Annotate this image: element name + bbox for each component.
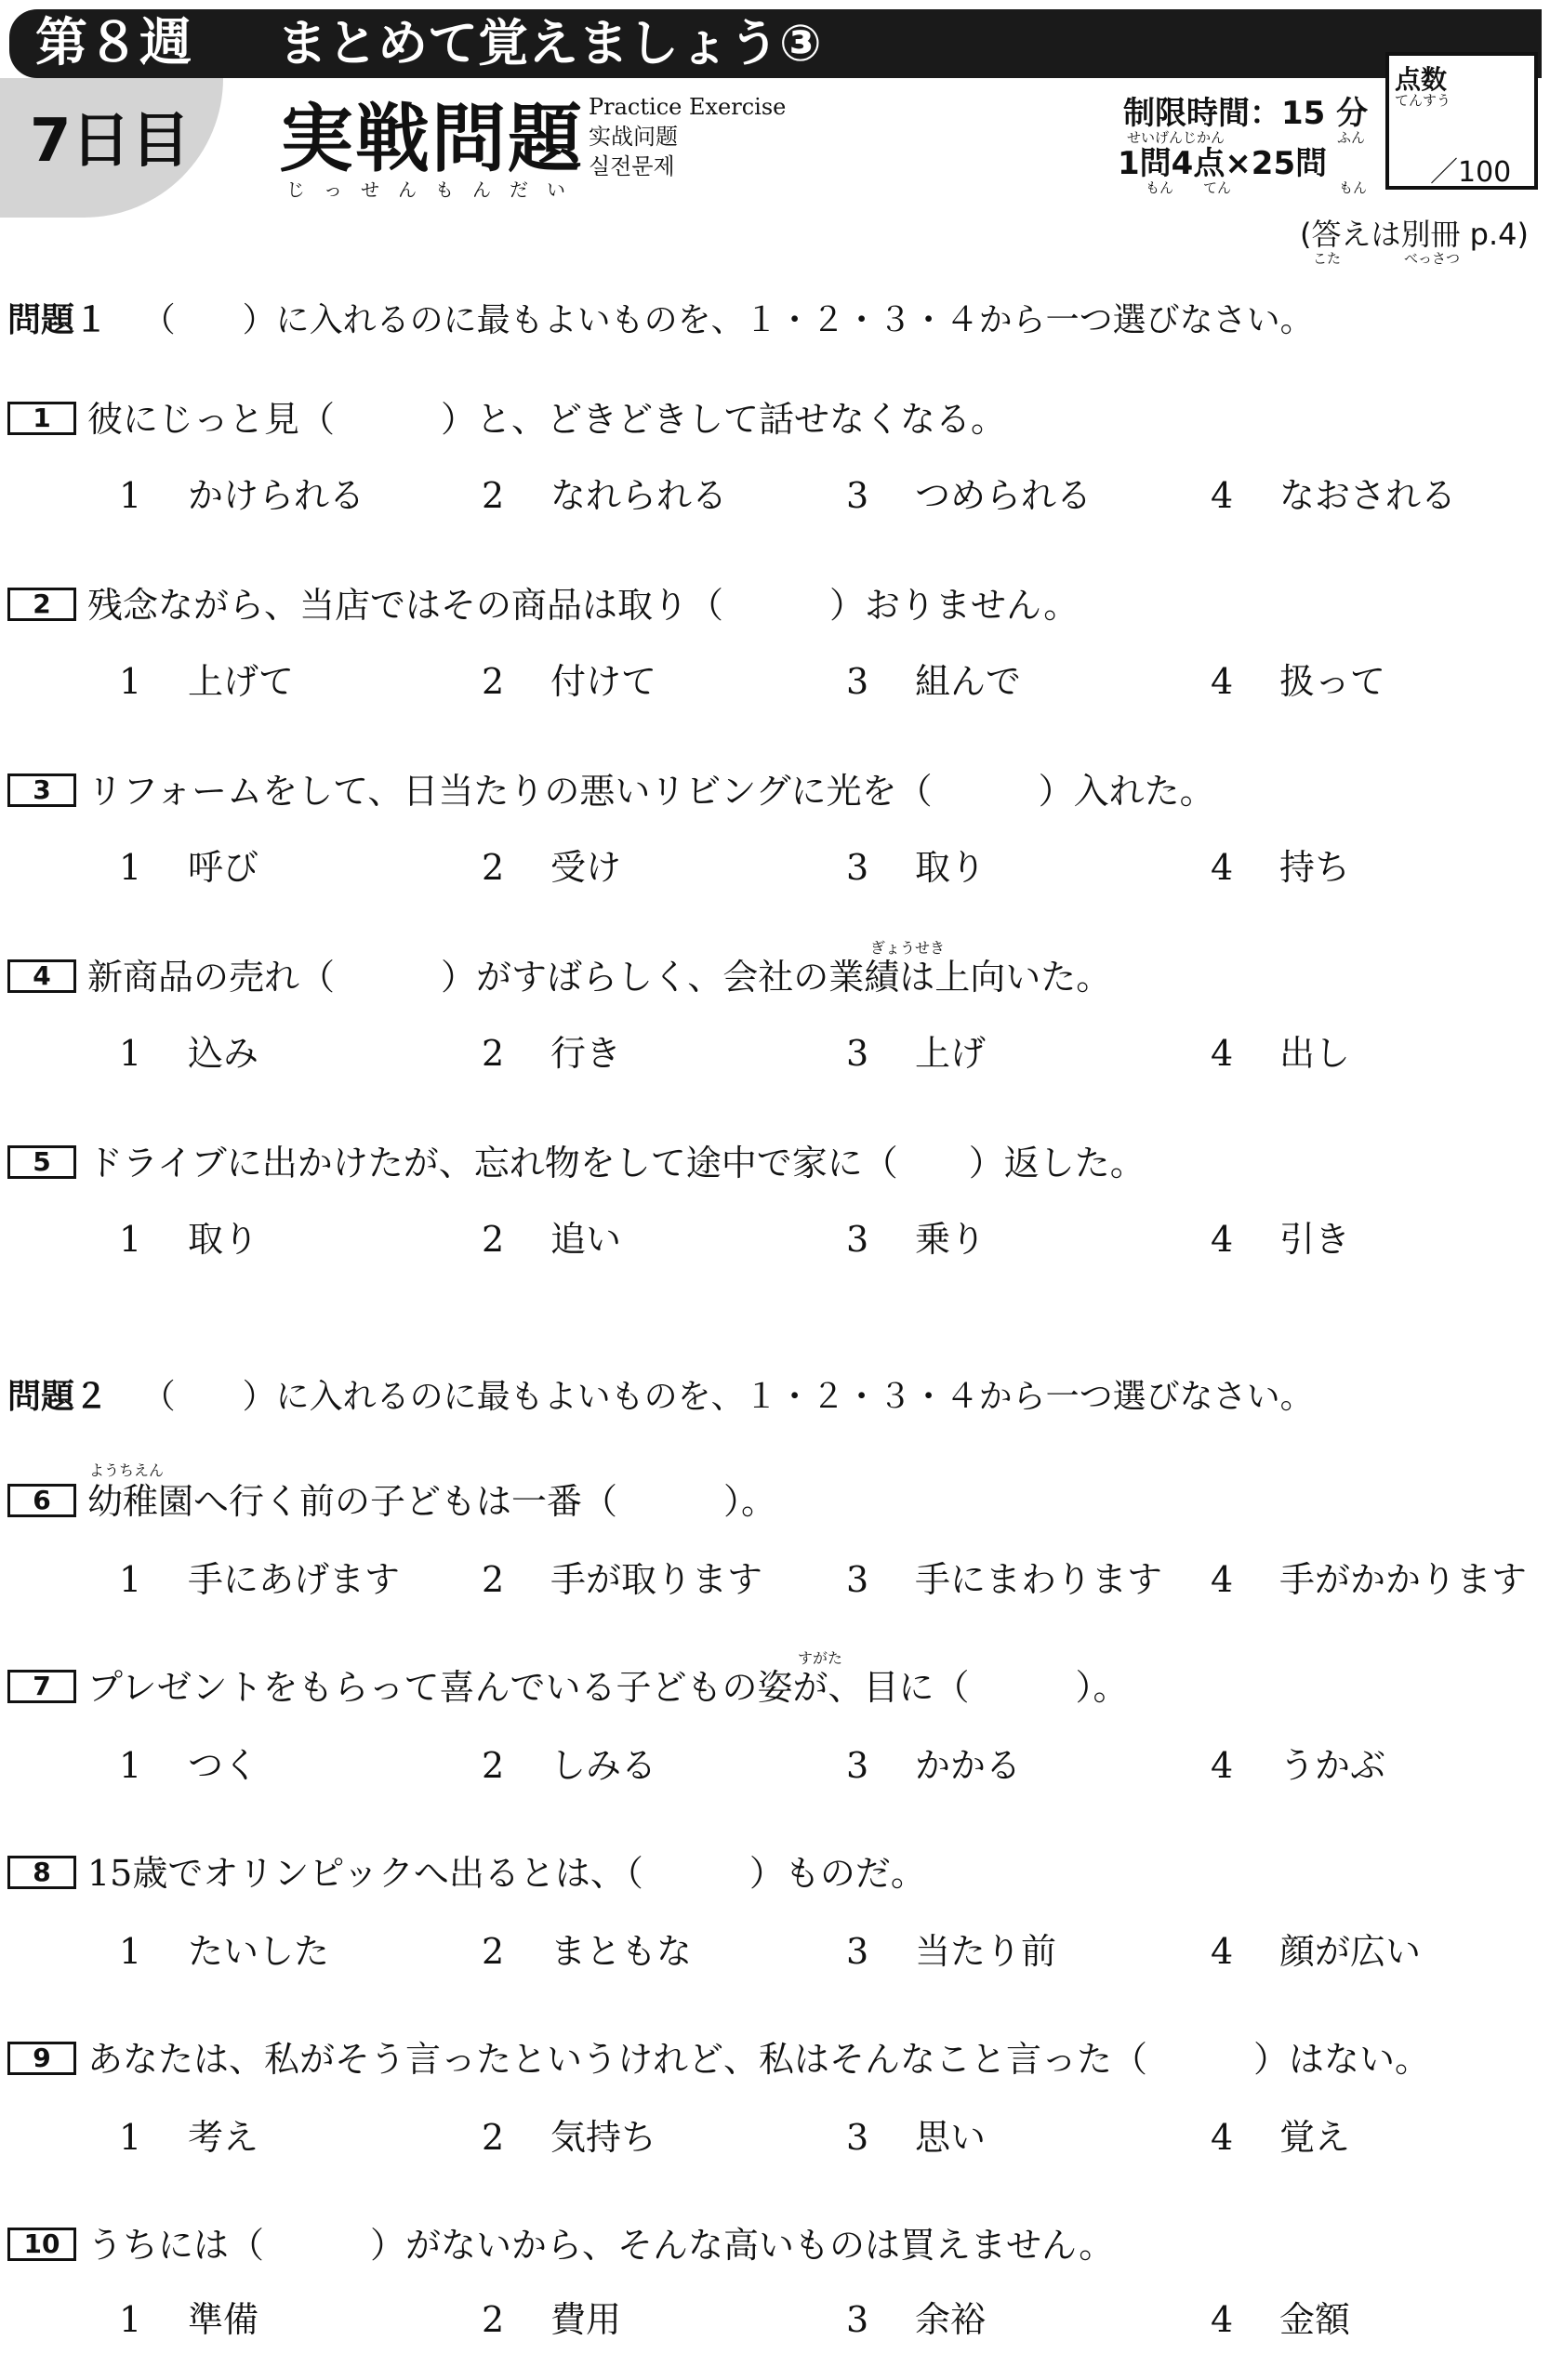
q9-option-1[interactable]: 1 考え — [119, 2117, 259, 2158]
subtitle-en: Practice Exercise — [589, 94, 787, 120]
q6-option-4[interactable]: 4 手がかかります — [1211, 1559, 1528, 1600]
score-ruby: てんすう — [1395, 92, 1451, 109]
q6-option-1[interactable]: 1 手にあげます — [119, 1559, 401, 1600]
q1-option-2[interactable]: 2 なれられる — [482, 475, 728, 516]
question-text: ドライブに出かけたが、忘れ物をして途中で家に（ ）返した。 — [87, 1143, 1146, 1183]
question-text: 15歳でオリンピックへ出るとは、（ ）ものだ。 — [87, 1853, 926, 1894]
answers-note: (答えは別冊 p.4) — [1300, 217, 1529, 252]
q10-option-4[interactable]: 4 金額 — [1211, 2299, 1351, 2340]
q8-option-2[interactable]: 2 まともな — [482, 1931, 693, 1972]
q3-option-1[interactable]: 1 呼び — [119, 847, 259, 888]
question-number: 3 — [7, 774, 76, 807]
question-number: 5 — [7, 1145, 76, 1179]
score-box[interactable] — [1385, 52, 1538, 190]
q10-option-1[interactable]: 1 準備 — [119, 2299, 259, 2340]
question-text: プレゼントをもらって喜んでいる子どもの姿が、目に（ ）。 — [87, 1667, 1129, 1708]
q3-option-2[interactable]: 2 受け — [482, 847, 622, 888]
q3-option-4[interactable]: 4 持ち — [1211, 847, 1351, 888]
ruby-sugata: すがた — [798, 1649, 843, 1667]
question-number: 7 — [7, 1670, 76, 1703]
score-total: ／100 — [1430, 156, 1512, 189]
q2-option-3[interactable]: 3 組んで — [846, 661, 1022, 702]
q6-option-2[interactable]: 2 手が取ります — [482, 1559, 763, 1600]
question-text: 残念ながら、当店ではその商品は取り（ ）おりません。 — [87, 585, 1080, 626]
q10-option-3[interactable]: 3 余裕 — [846, 2299, 987, 2340]
time-limit-ruby: せいげんじかん — [1127, 129, 1225, 146]
section-2-title: 問題２ — [7, 1378, 109, 1416]
q5-option-2[interactable]: 2 追い — [482, 1219, 622, 1260]
time-unit-ruby: ふん — [1337, 129, 1366, 146]
question-text: あなたは、私がそう言ったというけれど、私はそんなこと言った（ ）はない。 — [87, 2039, 1431, 2080]
score-label: 点数 — [1395, 64, 1448, 95]
section-2-heading — [7, 1376, 1314, 1419]
q9-option-4[interactable]: 4 覚え — [1211, 2117, 1351, 2158]
q7-option-4[interactable]: 4 うかぶ — [1211, 1745, 1386, 1786]
question-text: 新商品の売れ（ ）がすばらしく、会社の業績は上向いた。 — [87, 957, 1112, 998]
answers-ruby-kota: こた — [1313, 250, 1342, 267]
q10-option-2[interactable]: 2 費用 — [482, 2299, 622, 2340]
subtitle-zh: 实战问题 — [589, 124, 678, 150]
section-2-instruction: （ ）に入れるのに最もよいものを、１・２・３・４から一つ選びなさい。 — [141, 1378, 1314, 1416]
section-1-title: 問題１ — [7, 301, 109, 339]
points-ruby-ten: てん — [1203, 179, 1232, 196]
question-text: 彼にじっと見（ ）と、どきどきして話せなくなる。 — [87, 399, 1007, 440]
q7-option-2[interactable]: 2 しみる — [482, 1745, 657, 1786]
subtitle-ko: 실전문제 — [589, 153, 675, 179]
page-title: 実戦問題 — [279, 96, 584, 182]
time-limit: 制限時間：15 分 — [1123, 95, 1369, 132]
q4-option-1[interactable]: 1 込み — [119, 1033, 259, 1074]
section-1-heading — [7, 299, 1314, 342]
question-number: 1 — [7, 402, 76, 435]
section-1-instruction: （ ）に入れるのに最もよいものを、１・２・３・４から一つ選びなさい。 — [141, 301, 1314, 339]
q6-option-3[interactable]: 3 手にまわります — [846, 1559, 1163, 1600]
page-title-ruby: じっせんもんだい — [286, 178, 584, 201]
q7-option-3[interactable]: 3 かかる — [846, 1745, 1022, 1786]
question-number: 8 — [7, 1856, 76, 1889]
q4-option-3[interactable]: 3 上げ — [846, 1033, 987, 1074]
points-ruby-mon2: もん — [1339, 179, 1368, 196]
q7-option-1[interactable]: 1 つく — [119, 1745, 259, 1786]
day-label: 7日目 — [30, 107, 191, 176]
ruby-gyouseki: ぎょうせき — [870, 939, 946, 957]
question-number: 4 — [7, 959, 76, 993]
q1-option-1[interactable]: 1 かけられる — [119, 475, 365, 516]
ruby-youchien: ようちえん — [89, 1461, 165, 1479]
answers-ruby-bessatsu: べっさつ — [1404, 250, 1461, 267]
points-ruby-mon: もん — [1146, 179, 1174, 196]
topic-title: まとめて覚えましょう③ — [277, 14, 822, 73]
question-number: 9 — [7, 2042, 76, 2075]
question-text: リフォームをして、日当たりの悪いリビングに光を（ ）入れた。 — [87, 771, 1215, 812]
q4-option-4[interactable]: 4 出し — [1211, 1033, 1351, 1074]
week-label: 第８週 — [35, 13, 192, 73]
q2-option-1[interactable]: 1 上げて — [119, 661, 295, 702]
q9-option-2[interactable]: 2 気持ち — [482, 2117, 657, 2158]
question-number: 6 — [7, 1484, 76, 1517]
q5-option-3[interactable]: 3 乗り — [846, 1219, 987, 1260]
q8-option-1[interactable]: 1 たいした — [119, 1931, 330, 1972]
question-number: 2 — [7, 588, 76, 621]
question-number: 10 — [7, 2228, 76, 2261]
q2-option-2[interactable]: 2 付けて — [482, 661, 657, 702]
q3-option-3[interactable]: 3 取り — [846, 847, 987, 888]
points-rule: 1問4点×25問 — [1118, 145, 1328, 182]
q2-option-4[interactable]: 4 扱って — [1211, 661, 1386, 702]
q1-option-4[interactable]: 4 なおされる — [1211, 475, 1457, 516]
question-text: 幼稚園へ行く前の子どもは一番（ ）。 — [87, 1481, 777, 1522]
q4-option-2[interactable]: 2 行き — [482, 1033, 622, 1074]
q1-option-3[interactable]: 3 つめられる — [846, 475, 1093, 516]
q8-option-3[interactable]: 3 当たり前 — [846, 1931, 1057, 1972]
q5-option-1[interactable]: 1 取り — [119, 1219, 259, 1260]
q8-option-4[interactable]: 4 顔が広い — [1211, 1931, 1422, 1972]
q5-option-4[interactable]: 4 引き — [1211, 1219, 1351, 1260]
question-text: うちには（ ）がないから、そんな高いものは買えません。 — [87, 2225, 1115, 2266]
q9-option-3[interactable]: 3 思い — [846, 2117, 987, 2158]
